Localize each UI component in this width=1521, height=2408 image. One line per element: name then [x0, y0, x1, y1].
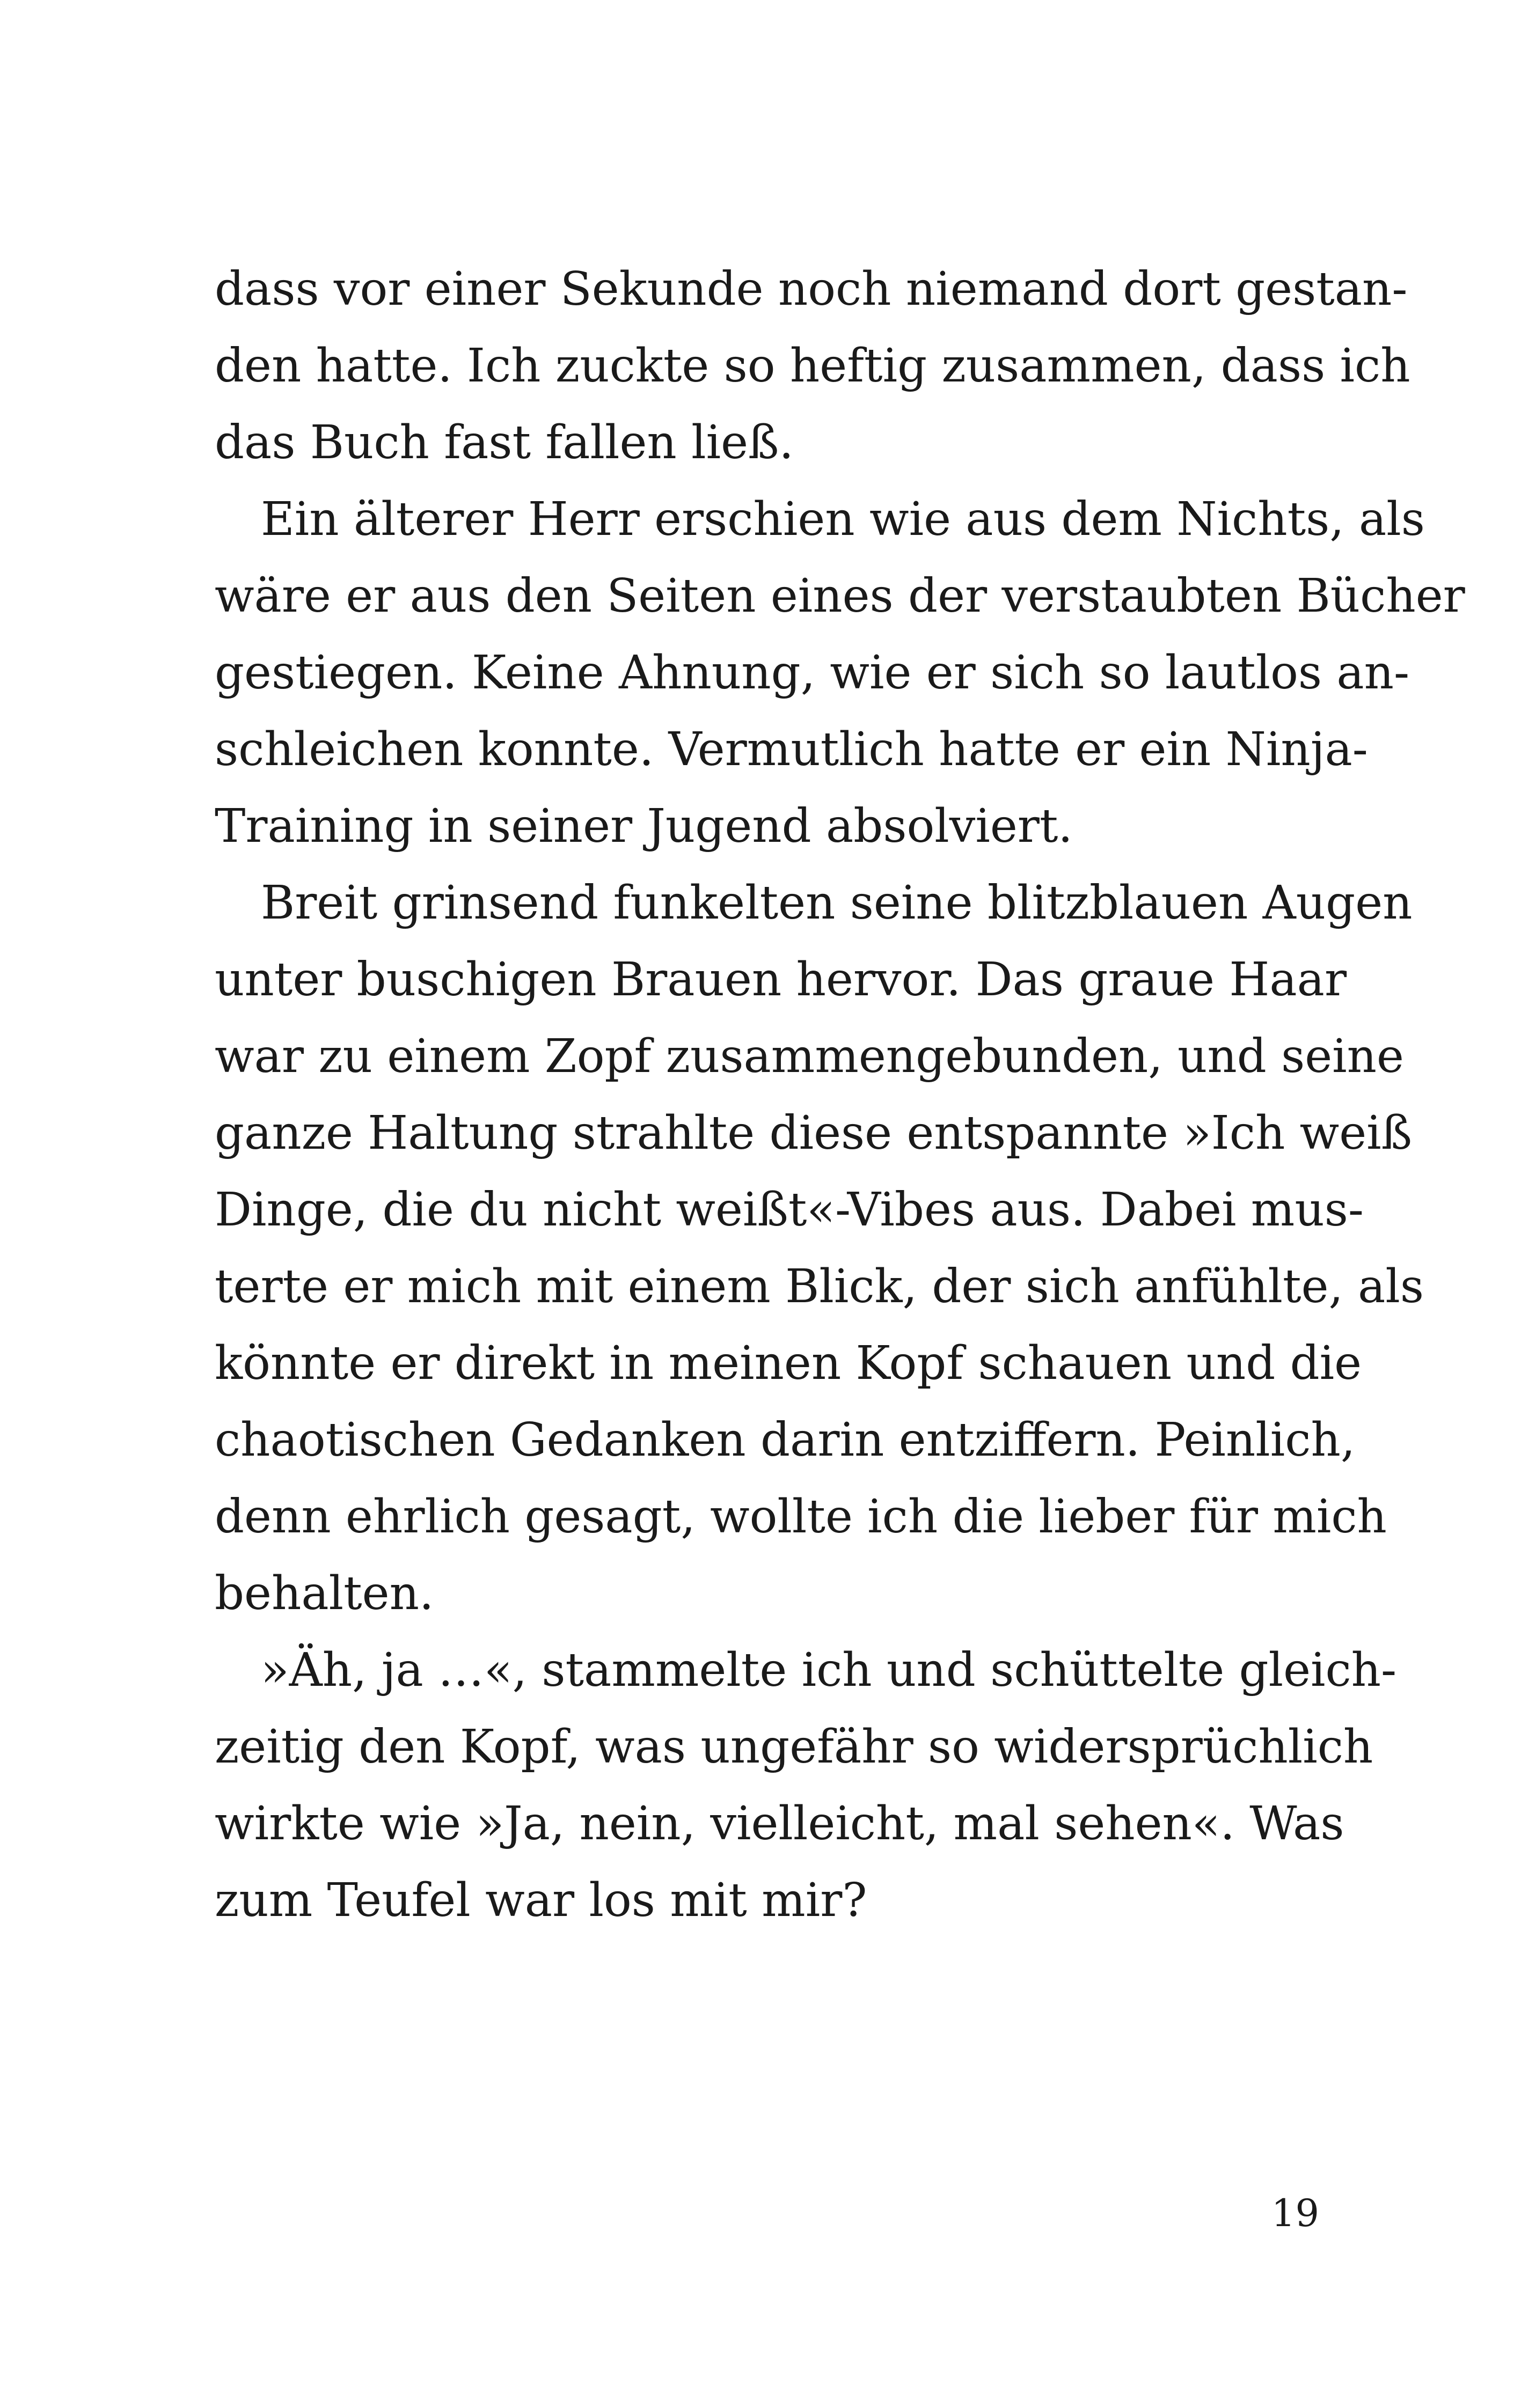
paragraph-2-line-4: schleichen konnte. Vermutlich hatte er ein Ninja-: [215, 723, 1368, 776]
paragraph-1-line-1: dass vor einer Sekunde noch niemand dort gestan-: [215, 262, 1408, 316]
page-number: 19: [1271, 2191, 1319, 2235]
paragraph-3-line-2: unter buschigen Brauen hervor. Das graue Haar: [215, 953, 1347, 1007]
paragraph-1-line-3: das Buch fast fallen ließ.: [215, 416, 794, 469]
paragraph-3-line-4: ganze Haltung strahlte diese entspannte »Ich weiß: [215, 1106, 1413, 1160]
paragraph-2-line-3: gestiegen. Keine Ahnung, wie er sich so lautlos an-: [215, 646, 1410, 700]
paragraph-3-line-9: denn ehrlich gesagt, wollte ich die lieber für mich: [215, 1490, 1387, 1544]
paragraph-4-line-1: »Äh, ja …«, stammelte ich und schüttelte gleich-: [261, 1643, 1397, 1697]
paragraph-4-line-3: wirkte wie »Ja, nein, vielleicht, mal sehen«. Was: [215, 1797, 1344, 1851]
paragraph-3-line-8: chaotischen Gedanken darin entziffern. Peinlich,: [215, 1413, 1356, 1467]
paragraph-2-line-1: Ein älterer Herr erschien wie aus dem Nichts, als: [261, 493, 1425, 546]
paragraph-3-line-10: behalten.: [215, 1567, 434, 1620]
paragraph-3-line-5: Dinge, die du nicht weißt«-Vibes aus. Dabei mus-: [215, 1183, 1364, 1237]
paragraph-3-line-6: terte er mich mit einem Blick, der sich anfühlte, als: [215, 1260, 1424, 1313]
paragraph-2-line-5: Training in seiner Jugend absolviert.: [215, 799, 1073, 853]
paragraph-1-line-2: den hatte. Ich zuckte so heftig zusammen, dass ich: [215, 339, 1410, 393]
paragraph-3-line-3: war zu einem Zopf zusammengebunden, und seine: [215, 1030, 1404, 1083]
paragraph-3-line-7: könnte er direkt in meinen Kopf schauen und die: [215, 1337, 1362, 1390]
paragraph-3-line-1: Breit grinsend funkelten seine blitzblauen Augen: [261, 876, 1413, 930]
paragraph-4-line-2: zeitig den Kopf, was ungefähr so widersprüchlich: [215, 1720, 1373, 1774]
body-text: [215, 251, 1465, 1939]
paragraph-2-line-2: wäre er aus den Seiten eines der verstaubten Bücher: [215, 569, 1465, 623]
paragraph-4-line-4: zum Teufel war los mit mir?: [215, 1874, 867, 1927]
